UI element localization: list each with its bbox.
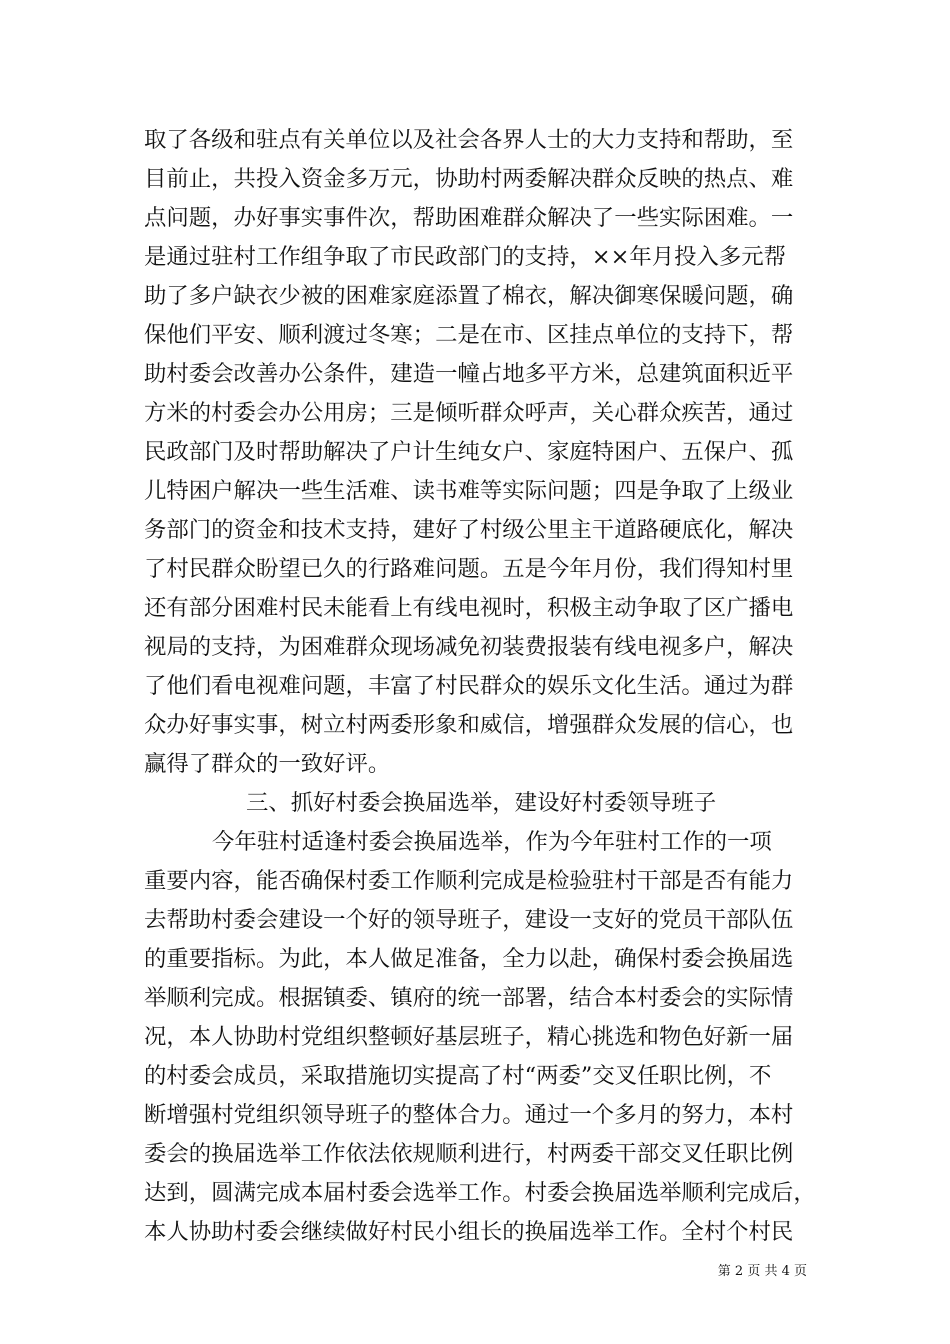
- text-line: 还有部分困难村民未能看上有线电视时，积极主动争取了区广播电: [144, 595, 794, 621]
- text-line: 是通过驻村工作组争取了市民政部门的支持，××年月投入多元帮: [144, 244, 787, 270]
- text-line: 赢得了群众的一致好评。: [144, 751, 391, 777]
- text-line: 方米的村委会办公用房；三是倾听群众呼声，关心群众疾苦，通过: [144, 400, 794, 426]
- text-line: 众办好事实事，树立村两委形象和威信，增强群众发展的信心，也: [144, 712, 794, 738]
- text-line: 去帮助村委会建设一个好的领导班子，建设一支好的党员干部队伍: [144, 907, 794, 933]
- section-heading: 三、抓好村委会换届选举，建设好村委领导班子: [246, 790, 717, 816]
- text-line: 举顺利完成。根据镇委、镇府的统一部署，结合本村委会的实际情: [144, 985, 794, 1011]
- text-line: 况，本人协助村党组织整顿好基层班子，精心挑选和物色好新一届: [144, 1024, 794, 1050]
- text-line: 的村委会成员，采取措施切实提高了村“两委”交叉任职比例，不: [144, 1063, 772, 1089]
- text-line: 保他们平安、顺利渡过冬寒；二是在市、区挂点单位的支持下，帮: [144, 322, 794, 348]
- text-line: 视局的支持，为困难群众现场减免初装费报装有线电视多户，解决: [144, 634, 794, 660]
- text-line: 断增强村党组织领导班子的整体合力。通过一个多月的努力，本村: [144, 1102, 794, 1128]
- text-line: 助了多户缺衣少被的困难家庭添置了棉衣，解决御寒保暖问题，确: [144, 283, 794, 309]
- text-line: 目前止，共投入资金多万元，协助村两委解决群众反映的热点、难: [144, 166, 794, 192]
- text-line: 委会的换届选举工作依法依规顺利进行，村两委干部交叉任职比例: [144, 1141, 794, 1167]
- page-number-footer: 第 2 页 共 4 页: [717, 1264, 807, 1279]
- paragraph-first-line: 今年驻村适逢村委会换届选举，作为今年驻村工作的一项: [212, 829, 772, 855]
- text-line: 重要内容，能否确保村委工作顺利完成是检验驻村干部是否有能力: [144, 868, 794, 894]
- text-line: 取了各级和驻点有关单位以及社会各界人士的大力支持和帮助，至: [144, 127, 794, 153]
- text-line: 了他们看电视难问题，丰富了村民群众的娱乐文化生活。通过为群: [144, 673, 794, 699]
- text-line: 点问题，办好事实事件次，帮助困难群众解决了一些实际困难。一: [144, 205, 794, 231]
- text-line: 了村民群众盼望已久的行路难问题。五是今年月份，我们得知村里: [144, 556, 794, 582]
- text-line: 助村委会改善办公条件，建造一幢占地多平方米，总建筑面积近平: [144, 361, 794, 387]
- text-line: 的重要指标。为此，本人做足准备，全力以赴，确保村委会换届选: [144, 946, 794, 972]
- text-line: 民政部门及时帮助解决了户计生纯女户、家庭特困户、五保户、孤: [144, 439, 794, 465]
- text-line: 儿特困户解决一些生活难、读书难等实际问题；四是争取了上级业: [144, 478, 794, 504]
- text-line: 本人协助村委会继续做好村民小组长的换届选举工作。全村个村民: [144, 1219, 794, 1245]
- text-line: 达到，圆满完成本届村委会选举工作。村委会换届选举顺利完成后，: [144, 1180, 816, 1206]
- text-line: 务部门的资金和技术支持，建好了村级公里主干道路硬底化，解决: [144, 517, 794, 543]
